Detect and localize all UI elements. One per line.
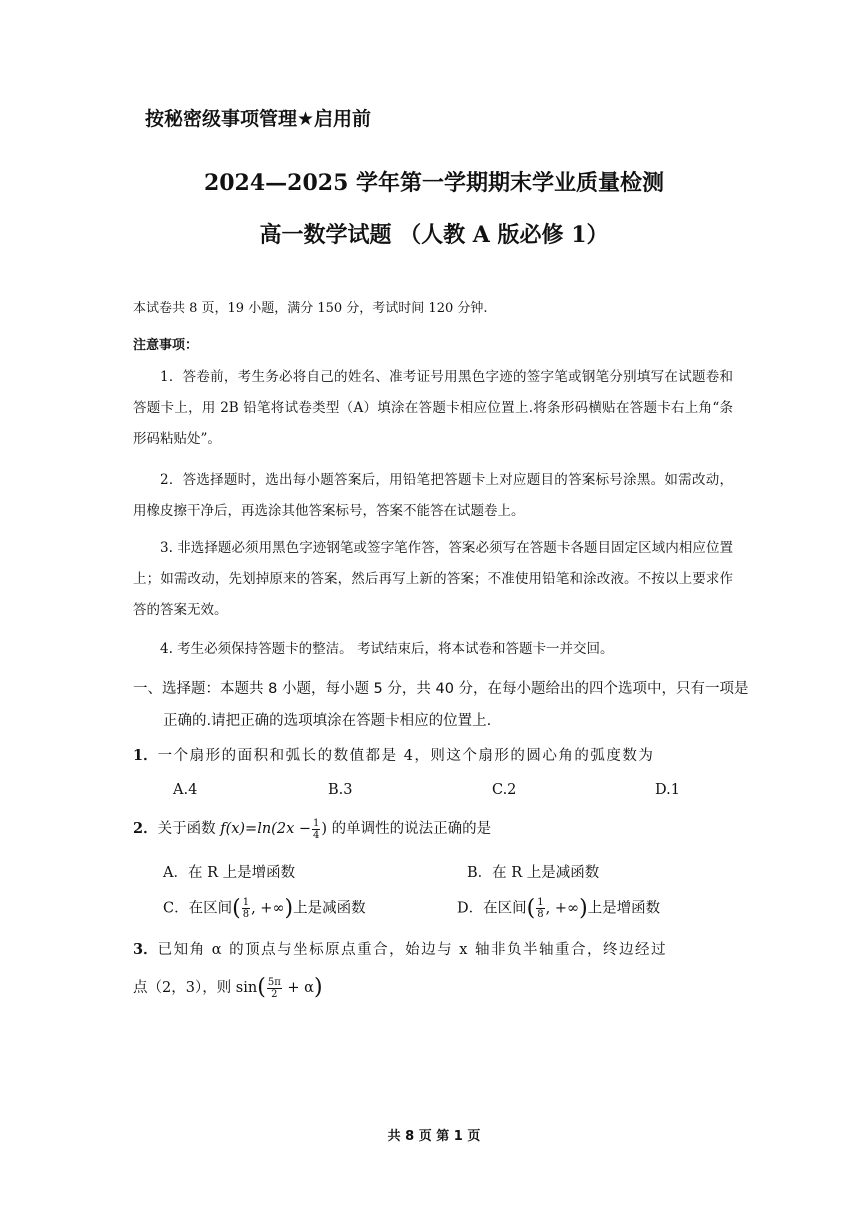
function-expression: f(x)=ln(2x − <box>220 821 312 837</box>
q2-option-c: C．在区间( $\frac{1}{8}$ , +∞)上是减函数 <box>163 896 366 921</box>
notice-item-3: 3. 非选择题必须用黑色字迹钢笔或签字笔作答，答案必须写在答题卡各题目固定区域内相应位置上；如需改动，先划掉原来的答案，然后再写上新的答案；不准使用铅笔和涂改液。不按以上要求作答的答案无效。 <box>133 540 733 618</box>
section-heading: 一、选择题：本题共 8 小题，每小题 5 分，共 40 分，在每小题给出的四个选项中，只有一项是正确的.请把正确的选项填涂在答题卡相应的位置上. <box>133 681 749 729</box>
notice-item-2: 2．答选择题时，选出每小题答案后，用铅笔把答题卡上对应题目的答案标号涂黑。如需改动，用橡皮擦干净后，再选涂其他答案标号，答案不能答在试题卷上。 <box>133 472 733 519</box>
confidentiality-label: 按秘密级事项管理★启用前 <box>145 108 372 130</box>
question-number: 3． <box>133 941 158 958</box>
q2-option-d: D．在区间( $\frac{1}{8}$ , +∞)上是增函数 <box>457 896 661 921</box>
exam-info: 本试卷共 8 页，19 小题，满分 150 分，考试时间 120 分钟. <box>133 301 488 316</box>
option-text: 上是增函数 <box>587 900 661 917</box>
interval-tail: , +∞ <box>251 900 285 917</box>
q2-option-a: A．在 R 上是增函数 <box>163 865 296 881</box>
question-stem-after: 的单调性的说法正确的是 <box>327 821 492 837</box>
option-text: C．在区间 <box>163 900 233 917</box>
question-2 <box>133 817 738 841</box>
exam-subtitle: 高一数学试题 （人教 A 版必修 1） <box>259 222 609 248</box>
question-number: 2． <box>133 820 158 837</box>
q1-option-c: C.2 <box>492 782 517 798</box>
question-stem: 一个扇形的面积和弧长的数值都是 4，则这个扇形的圆心角的弧度数为 <box>157 748 655 764</box>
question-3 <box>133 938 738 962</box>
option-text: D．在区间 <box>457 900 527 917</box>
fraction-eighth: $\frac{1}{8}$ <box>537 897 544 920</box>
q1-option-b: B.3 <box>328 782 353 798</box>
q1-option-d: D.1 <box>655 782 680 798</box>
exam-title: 2024—2025 学年第一学期期末学业质量检测 <box>203 170 665 196</box>
question-stem: 已知角 α 的顶点与坐标原点重合，始边与 x 轴非负半轴重合，终边经过 <box>157 942 667 958</box>
question-1 <box>133 744 738 768</box>
q1-option-a: A.4 <box>173 782 198 798</box>
question-3-line-2: 点（2，3），则 sin( $\frac{5\pi}{2}$ + α) <box>133 975 323 1000</box>
question-stem: 点（2，3），则 sin <box>133 980 258 996</box>
fraction-quarter: $\frac{1}{4}$ <box>313 817 320 841</box>
fraction-five-pi-half: $\frac{5\pi}{2}$ <box>267 976 281 1000</box>
question-number: 1． <box>133 747 158 764</box>
page-footer: 共 8 页 第 1 页 <box>387 1129 481 1144</box>
function-close: ) <box>321 821 328 837</box>
notice-heading: 注意事项： <box>133 338 199 353</box>
question-stem-before: 关于函数 <box>157 821 221 837</box>
option-text: 上是减函数 <box>293 900 366 917</box>
notice-item-4: 4. 考生必须保持答题卡的整洁。 考试结束后，将本试卷和答题卡一并交回。 <box>160 641 614 657</box>
interval-tail: , +∞ <box>545 900 580 917</box>
expression-tail: + α <box>282 980 314 996</box>
notice-item-1: 1．答卷前，考生务必将自己的姓名、准考证号用黑色字迹的签字笔或钢笔分别填写在试题卷和答题卡上，用 2B 铅笔将试卷类型（A）填涂在答题卡相应位置上.将条形码横贴在答题卡右上角“条形码粘贴处”。 <box>133 369 733 447</box>
q2-option-b: B．在 R 上是减函数 <box>467 865 600 881</box>
fraction-eighth: $\frac{1}{8}$ <box>242 897 250 920</box>
